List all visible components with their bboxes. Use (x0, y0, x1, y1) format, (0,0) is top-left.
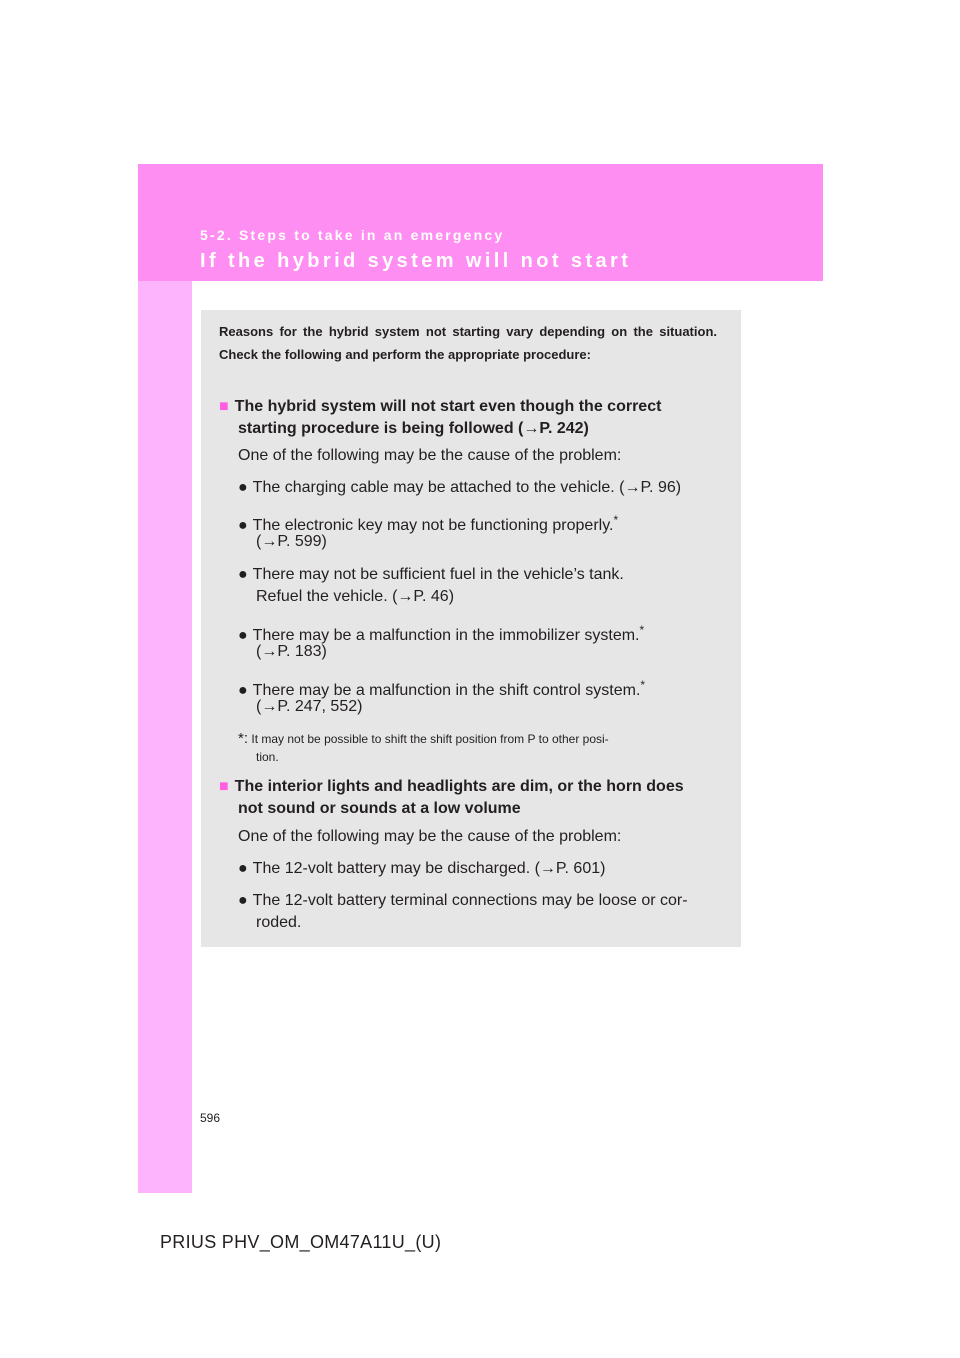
section2-heading: ■ The interior lights and headlights are dim, or the horn does (219, 778, 684, 795)
bullet-icon: ● (238, 682, 248, 699)
side-tab-band (138, 164, 192, 1193)
footnote-star: * (613, 513, 619, 527)
section-label: 5-2. Steps to take in an emergency (200, 227, 505, 243)
footnote-cont: tion. (256, 750, 279, 764)
bullet-icon: ● (238, 517, 248, 534)
list-item: ● There may be a malfunction in the immobilizer system.* (238, 623, 645, 644)
list-item: ● The charging cable may be attached to the vehicle. (→P. 96) (238, 479, 682, 496)
bullet-icon: ● (238, 479, 248, 496)
page-reference: (→P. 599) (256, 533, 327, 550)
footnote-mark: *: (238, 730, 249, 747)
footnote-star: * (639, 623, 645, 637)
page-reference: Refuel the vehicle. (→P. 46) (256, 588, 455, 605)
section1-lead: One of the following may be the cause of the problem: (238, 447, 622, 464)
bullet-icon: ● (238, 860, 248, 877)
page-reference: (→P. 247, 552) (256, 698, 363, 715)
list-item: ● There may not be sufficient fuel in the vehicle’s tank. (238, 566, 624, 583)
bullet-icon: ● (238, 627, 248, 644)
list-item: ● There may be a malfunction in the shift control system.* (238, 678, 646, 699)
square-marker-icon: ■ (219, 778, 229, 795)
section1-heading: ■ The hybrid system will not start even though the correct (219, 398, 662, 415)
section2-heading-cont: not sound or sounds at a low volume (238, 800, 521, 817)
footnote: *: It may not be possible to shift the shift position from P to other posi- (238, 730, 609, 747)
bullet-icon: ● (238, 566, 248, 583)
list-item-cont: roded. (256, 914, 302, 931)
document-code: PRIUS PHV_OM_OM47A11U_(U) (160, 1232, 442, 1252)
page-title: If the hybrid system will not start (200, 250, 632, 272)
list-item: ● The 12-volt battery may be discharged. (→P. 601) (238, 860, 606, 877)
list-item: ● The electronic key may not be functioning properly.* (238, 513, 619, 534)
footnote-star: * (640, 678, 646, 692)
section1-heading-cont: starting procedure is being followed (→P. 242) (238, 420, 589, 437)
page-number: 596 (200, 1111, 221, 1125)
page-reference: (→P. 183) (256, 643, 327, 660)
square-marker-icon: ■ (219, 398, 229, 415)
intro-text: Reasons for the hybrid system not starting vary depending on the situation. Check the following and perform the appropriate procedure: (219, 324, 717, 362)
list-item: ● The 12-volt battery terminal connections may be loose or cor- (238, 892, 688, 909)
section2-lead: One of the following may be the cause of the problem: (238, 828, 622, 845)
bullet-icon: ● (238, 892, 248, 909)
